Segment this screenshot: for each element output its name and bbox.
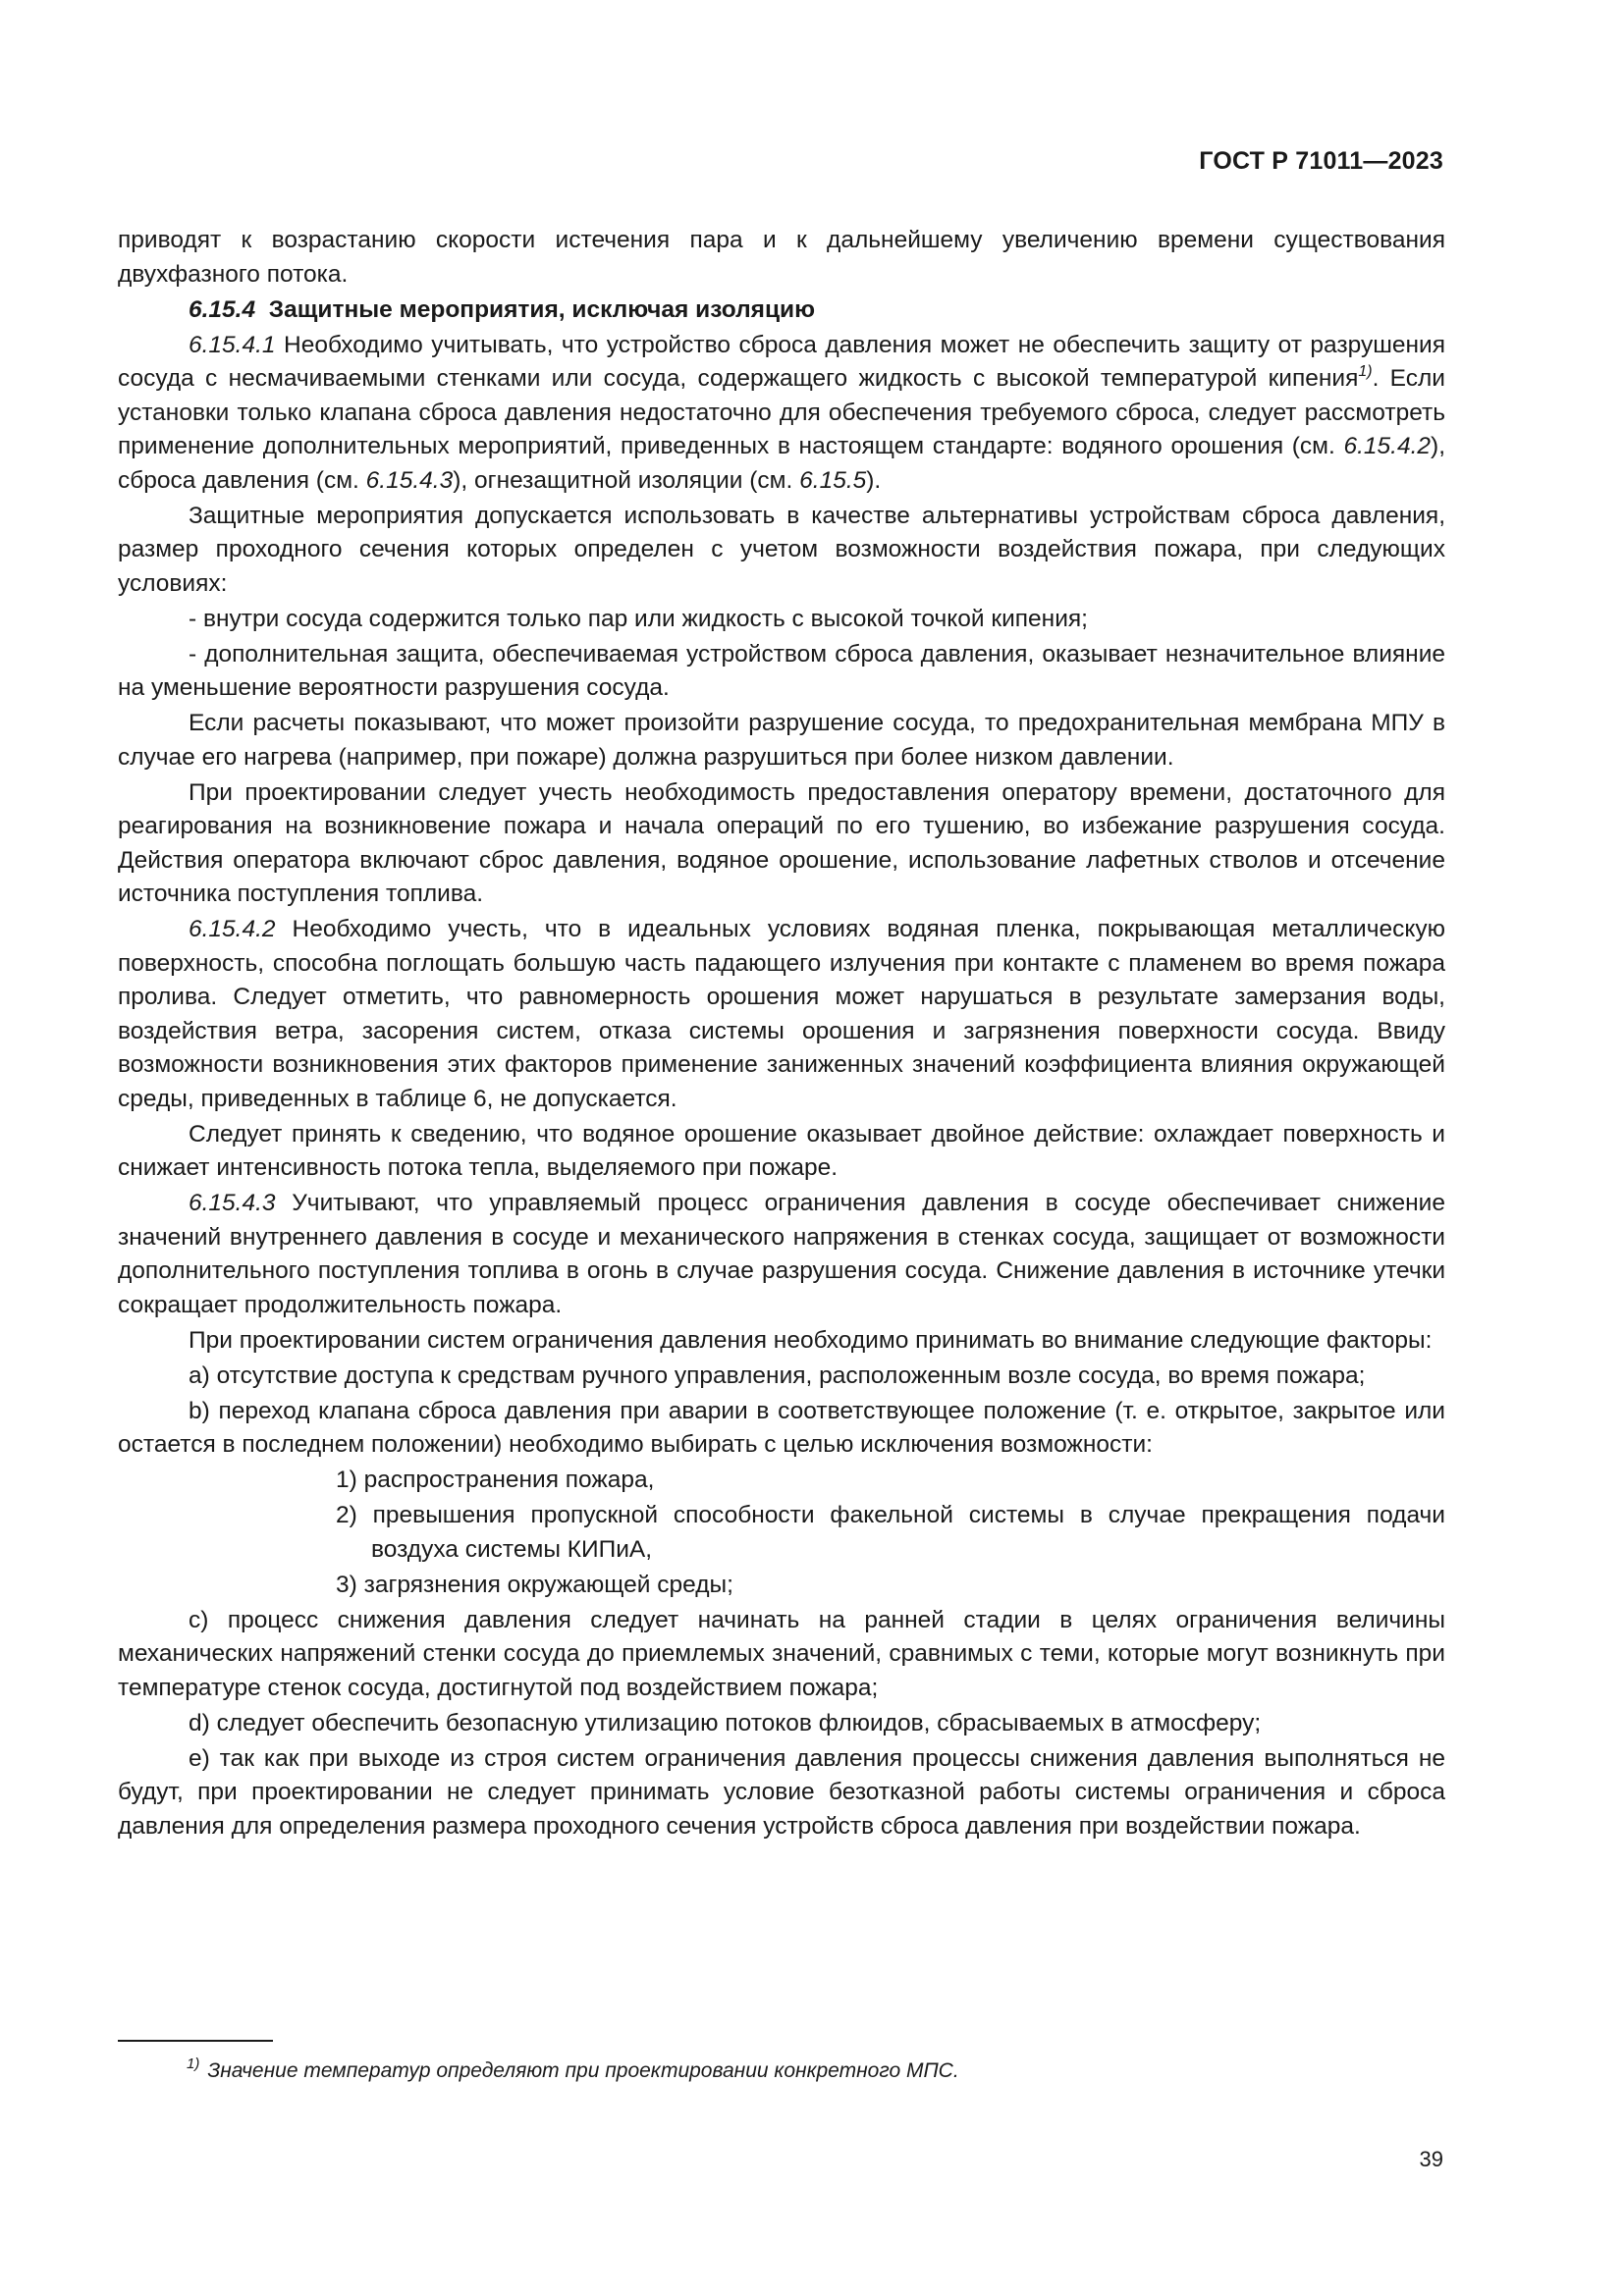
paragraph-text: Учитывают, что управляемый процесс ограничения давления в сосуде обеспечивает снижение значений внутреннего давления в сосуде и механического напряжения в стенках сосуда, защищает от возможности дополнительного поступления топлива в огонь в случае разрушения сосуда. Снижение давления в источнике утечки сокращает продолжительность пожара. xyxy=(118,1190,1445,1318)
paragraph-text: ), сброса давления (см. xyxy=(118,433,1445,494)
paragraph-text: ). xyxy=(866,466,882,494)
list-item-c: c) процесс снижения давления следует начинать на ранней стадии в целях ограничения величины механических напряжений стенки сосуда до приемлемых значений, сравнимых с теми, которые могут возникнуть при температуре стенок сосуда, достигнутой под воздействием пожара; xyxy=(118,1606,1445,1701)
condition-item: - дополнительная защита, обеспечиваемая устройством сброса давления, оказывает незначительное влияние на уменьшение вероятности разрушения сосуда. xyxy=(118,640,1445,701)
paragraph-text: Необходимо учитывать, что устройство сброса давления может не обеспечить защиту от разрушения сосуда с несмачиваемыми стенками или сосуда, содержащего жидкость с высокой температурой кипения xyxy=(118,331,1445,392)
list-item-e: e) так как при выходе из строя систем ограничения давления процессы снижения давления выполняться не будут, при проектировании не следует принимать условие безотказной работы системы ограничения и сброса давления для определения размера проходного сечения устройств сброса давления при воздействии пожара. xyxy=(118,1744,1445,1840)
page-number: 39 xyxy=(1419,2147,1443,2171)
list-item-d: d) следует обеспечить безопасную утилизацию потоков флюидов, сбрасываемых в атмосферу; xyxy=(189,1709,1262,1736)
clause-number: 6.15.4.1 xyxy=(189,331,276,358)
footnote-text: Значение температур определяют при проектировании конкретного МПС. xyxy=(207,2059,959,2082)
section-title: Защитные мероприятия, исключая изоляцию xyxy=(268,295,816,323)
clause-number: 6.15.4.2 xyxy=(189,916,276,942)
sub-list-item: 2) превышения пропускной способности факельной системы в случае прекращения подачи воздуха системы КИПиА, xyxy=(336,1502,1445,1563)
cross-reference: 6.15.4.3 xyxy=(365,466,454,494)
paragraph-double-action: Следует принять к сведению, что водяное орошение оказывает двойное действие: охлаждает поверхность и снижает интенсивность потока тепла, выделяемого при пожаре. xyxy=(118,1120,1445,1181)
footnote-divider xyxy=(118,2040,273,2042)
footnote-mark: 1) xyxy=(187,2056,200,2072)
paragraph-6-15-4-2 xyxy=(118,913,1445,1116)
sub-list-item: 3) загрязнения окружающей среды; xyxy=(336,1571,733,1598)
document-header: ГОСТ Р 71011—2023 xyxy=(1199,147,1443,175)
paragraph-text: ), огнезащитной изоляции (см. xyxy=(453,466,800,494)
paragraph-design: При проектировании следует учесть необходимость предоставления оператору времени, достаточного для реагирования на возникновение пожара и начала операций по его тушению, во избежание разрушения сосуда. Действия оператора включают сброс давления, водяное орошение, использование лафетных стволов и отсечение источника поступления топлива. xyxy=(118,778,1445,907)
cross-reference: 6.15.5 xyxy=(799,466,867,494)
paragraph-text: Необходимо учесть, что в идеальных условиях водяная пленка, покрывающая металлическую поверхность, способна поглощать большую часть падающего излучения при контакте с пламенем во время пожара пролива. Следует отметить, что равномерность орошения может нарушаться в результате замерзания воды, воздействия ветра, засорения систем, отказа системы орошения и загрязнения поверхности сосуда. Ввиду возможности возникновения этих факторов применение заниженных значений коэффициента влияния окружающей среды, приведенных в таблице 6, не допускается. xyxy=(118,916,1445,1112)
paragraph-text: . Если установки только клапана сброса давления недостаточно для обеспечения требуемого сброса, следует рассмотреть применение дополнительных мероприятий, приведенных в настоящем стандарте: водяного орошения (см. xyxy=(118,365,1445,459)
list-item-a: a) отсутствие доступа к средствам ручного управления, расположенным возле сосуда, во время пожара; xyxy=(189,1362,1366,1389)
footnote xyxy=(187,2056,959,2083)
footnote-ref: 1) xyxy=(1358,363,1373,380)
document-body xyxy=(118,224,1445,1845)
cross-reference: 6.15.4.2 xyxy=(1343,433,1432,459)
paragraph-6-15-4-1 xyxy=(118,329,1445,499)
paragraph-factors: При проектировании систем ограничения давления необходимо принимать во внимание следующие факторы: xyxy=(189,1326,1433,1354)
clause-number: 6.15.4.3 xyxy=(189,1190,276,1216)
intro-paragraph: приводят к возрастанию скорости истечения пара и к дальнейшему увеличению времени существования двухфазного потока. xyxy=(118,227,1445,288)
paragraph-calculations: Если расчеты показывают, что может произойти разрушение сосуда, то предохранительная мембрана МПУ в случае его нагрева (например, при пожаре) должна разрушиться при более низком давлении. xyxy=(118,710,1445,771)
sub-list-item: 1) распространения пожара, xyxy=(336,1467,655,1493)
list-item-b: b) переход клапана сброса давления при аварии в соответствующее положение (т. е. открытое, закрытое или остается в последнем положении) необходимо выбирать с целью исключения возможности: xyxy=(118,1397,1445,1458)
section-number: 6.15.4 xyxy=(189,295,256,323)
paragraph-6-15-4-3 xyxy=(118,1187,1445,1322)
paragraph-alternatives: Защитные мероприятия допускается использовать в качестве альтернативы устройствам сброса давления, размер проходного сечения которых определен с учетом возможности воздействия пожара, при следующих условиях: xyxy=(118,502,1445,597)
condition-item: - внутри сосуда содержится только пар или жидкость с высокой точкой кипения; xyxy=(189,605,1088,632)
section-heading xyxy=(118,294,1445,328)
